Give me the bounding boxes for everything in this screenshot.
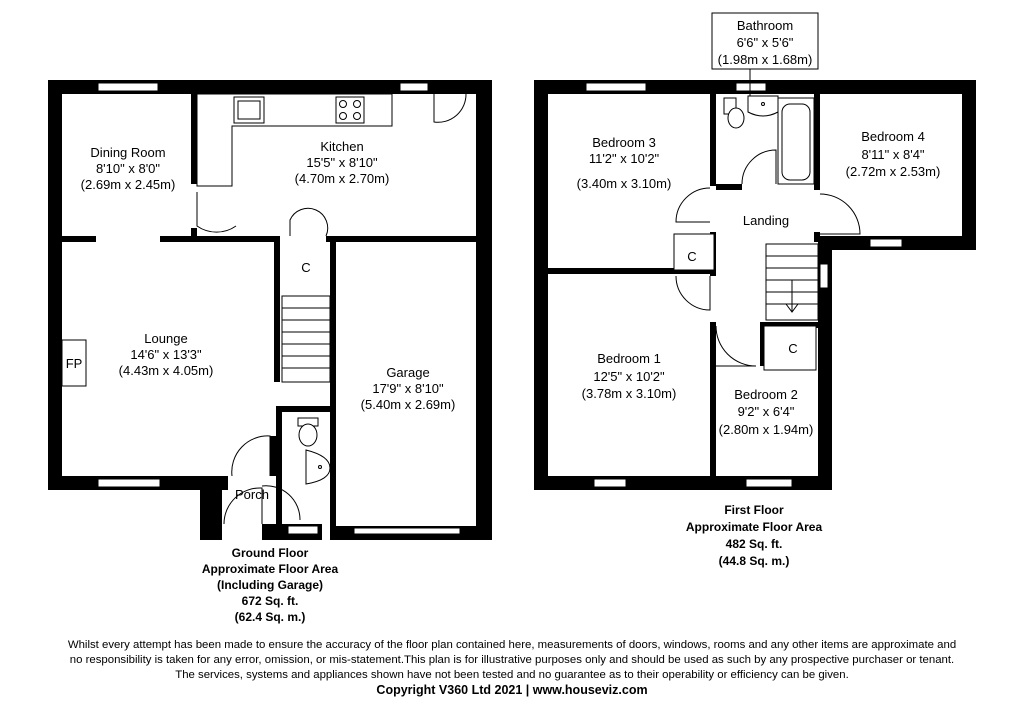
bedroom4-metric: (2.72m x 2.53m) bbox=[845, 164, 941, 179]
dining-room-imperial: 8'10" x 8'0" bbox=[95, 161, 161, 176]
dining-room-name: Dining Room bbox=[90, 145, 166, 160]
disclaimer-line-2: no responsibility is taken for any error, omission, or mis-statement.This plan is for illustrative purposes only and should be used as such by any prospective purchaser or tenant. bbox=[69, 654, 955, 666]
fireplace-label: FP bbox=[65, 356, 83, 371]
bathroom-imperial: 6'6" x 5'6" bbox=[736, 35, 794, 50]
first-floor-title: First Floor bbox=[724, 503, 784, 517]
disclaimer-line-3: The services, systems and appliances shown have not been tested and no guarantee as to their operability or efficiency can be given. bbox=[175, 669, 849, 681]
first-floor-area-label: Approximate Floor Area bbox=[685, 520, 823, 534]
ground-floor-plan bbox=[48, 80, 492, 624]
ground-floor-area-sqm: (62.4 Sq. m.) bbox=[234, 610, 306, 624]
dining-room-metric: (2.69m x 2.45m) bbox=[80, 177, 176, 192]
lounge-metric: (4.43m x 4.05m) bbox=[118, 363, 214, 378]
bedroom3-name: Bedroom 3 bbox=[592, 135, 656, 150]
first-floor-stairs bbox=[766, 244, 818, 320]
disclaimer-line-1: Whilst every attempt has been made to ensure the accuracy of the floor plan contained here, measurements of doors, windows, rooms and any other items are approximate and bbox=[67, 639, 957, 651]
kitchen-metric: (4.70m x 2.70m) bbox=[294, 171, 390, 186]
bedroom4-imperial: 8'11" x 8'4" bbox=[861, 147, 925, 162]
bedroom2-imperial: 9'2" x 6'4" bbox=[737, 404, 795, 419]
first-cupboard-label-1: C bbox=[687, 249, 697, 264]
ground-floor-area-label: Approximate Floor Area bbox=[201, 562, 339, 576]
garage-metric: (5.40m x 2.69m) bbox=[360, 397, 456, 412]
ground-floor-stairs bbox=[282, 296, 330, 382]
disclaimer bbox=[30, 638, 994, 698]
ground-cupboard-label: C bbox=[301, 260, 311, 275]
first-cupboard-label-2: C bbox=[788, 341, 798, 356]
kitchen-name: Kitchen bbox=[320, 139, 364, 154]
bedroom1-metric: (3.78m x 3.10m) bbox=[581, 386, 677, 401]
cloakroom-fixtures bbox=[298, 418, 330, 484]
garage-name: Garage bbox=[386, 365, 430, 380]
copyright: Copyright V360 Ltd 2021 | www.houseviz.com bbox=[376, 683, 648, 697]
bathroom-metric: (1.98m x 1.68m) bbox=[717, 52, 813, 67]
kitchen-imperial: 15'5" x 8'10" bbox=[306, 155, 378, 170]
bathroom-name: Bathroom bbox=[736, 18, 794, 33]
bedroom4-name: Bedroom 4 bbox=[861, 129, 925, 144]
first-floor-area-sqm: (44.8 Sq. m.) bbox=[718, 554, 790, 568]
lounge-imperial: 14'6" x 13'3" bbox=[130, 347, 202, 362]
ground-floor-area-sqft: 672 Sq. ft. bbox=[241, 594, 299, 608]
bedroom2-metric: (2.80m x 1.94m) bbox=[718, 422, 814, 437]
ground-floor-title: Ground Floor bbox=[231, 546, 309, 560]
landing-name: Landing bbox=[742, 213, 790, 228]
first-floor-plan bbox=[534, 13, 976, 568]
bedroom1-imperial: 12'5" x 10'2" bbox=[593, 369, 665, 384]
bedroom2-name: Bedroom 2 bbox=[734, 387, 798, 402]
bedroom1-name: Bedroom 1 bbox=[597, 351, 661, 366]
bedroom3-metric: (3.40m x 3.10m) bbox=[576, 176, 672, 191]
porch-name: Porch bbox=[235, 487, 269, 502]
bedroom3-imperial: 11'2" x 10'2" bbox=[588, 151, 660, 166]
first-floor-area-sqft: 482 Sq. ft. bbox=[725, 537, 783, 551]
ground-floor-garage-note: (Including Garage) bbox=[216, 578, 324, 592]
lounge-name: Lounge bbox=[144, 331, 188, 346]
bathroom-fixtures bbox=[724, 96, 814, 184]
garage-imperial: 17'9" x 8'10" bbox=[372, 381, 444, 396]
